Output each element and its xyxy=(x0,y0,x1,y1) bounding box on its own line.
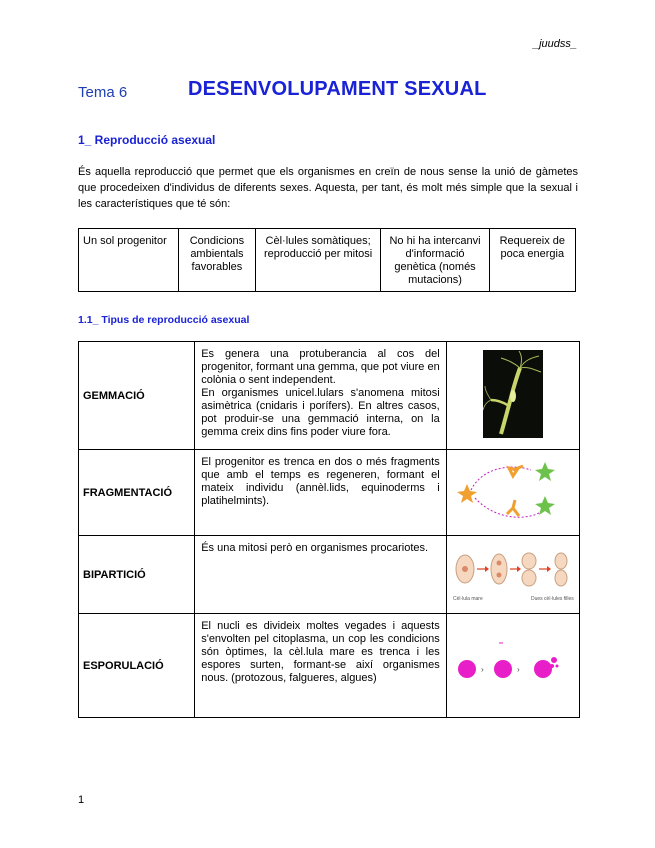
table-row xyxy=(79,614,580,718)
reproduction-types-table xyxy=(78,341,580,718)
starfish-regeneration-icon xyxy=(453,456,573,526)
table-row xyxy=(79,536,580,614)
sporulation-icon xyxy=(453,639,573,689)
type-name: FRAGMENTACIÓ xyxy=(79,450,195,536)
topic-number: Tema 6 xyxy=(78,84,128,101)
description-text: El nucli es divideix moltes vegades i aquests s'envolten pel citoplasma, un cop les condicions són òptimes, la cèl.lula mare es trenca i les espores surten, formant-se així organismes nous. (protozous, falgueres, algues) xyxy=(201,620,440,684)
features-table xyxy=(78,228,576,292)
description-text: Es genera una protuberancia al cos del progenitor, formant una gemma, que pot viure en colònia o sent independent. xyxy=(201,348,440,386)
section-heading-asexual: 1_ Reproducció asexual xyxy=(78,133,216,147)
hydra-budding-icon xyxy=(483,350,543,438)
description-text: El progenitor es trenca en dos o més fragments que amb el temps es regeneren, formant el mateix individu (annèl.lids, equinoderms i platihelmints). xyxy=(201,456,440,507)
type-description xyxy=(195,536,447,614)
svg-text:›: › xyxy=(516,665,520,674)
type-description xyxy=(195,614,447,718)
page-title: DESENVOLUPAMENT SEXUAL xyxy=(188,78,487,100)
page-number: 1 xyxy=(78,794,85,806)
type-name: BIPARTICIÓ xyxy=(79,536,195,614)
features-row xyxy=(79,229,576,292)
feature-cell: Un sol progenitor xyxy=(79,229,179,292)
description-text: És una mitosi però en organismes procariotes. xyxy=(201,542,429,554)
type-image-cell xyxy=(446,614,579,718)
binary-fission-icon xyxy=(451,543,575,603)
feature-cell: Cèl·lules somàtiques; reproducció per mitosi xyxy=(255,229,381,292)
mother-cell-label: Cèl·lula mare xyxy=(452,596,483,602)
type-description xyxy=(195,342,447,450)
description-text: En organismes unicel.lulars s'anomena mitosi asimètrica (cnidaris i porífers). En altres casos, pot produir-se una gemmació interna, on la gemma creix dins fins poder viure fora. xyxy=(201,387,440,438)
table-row xyxy=(79,342,580,450)
feature-cell: Condicions ambientals favorables xyxy=(179,229,256,292)
type-image-cell xyxy=(446,450,579,536)
feature-cell: Requereix de poca energia xyxy=(489,229,575,292)
daughter-cells-label: Dues cèl·lules filles xyxy=(530,596,574,602)
page-header-author: _juudss_ xyxy=(532,38,577,50)
type-name: ESPORULACIÓ xyxy=(79,614,195,718)
feature-cell: No hi ha intercanvi d'informació genètica (només mutacions) xyxy=(381,229,489,292)
section-heading-types: 1.1_ Tipus de reproducció asexual xyxy=(78,314,250,326)
intro-paragraph: És aquella reproducció que permet que els organismes en creïn de nous sense la unió de gàmetes que procedeixen d'individus de diferents sexes. Aquesta, per tant, és molt més simple que la sexual i les característiques que té són: xyxy=(78,166,578,210)
type-image-cell xyxy=(446,536,579,614)
type-name: GEMMACIÓ xyxy=(79,342,195,450)
type-image-cell xyxy=(446,342,579,450)
svg-text:›: › xyxy=(480,665,484,674)
table-row xyxy=(79,450,580,536)
type-description xyxy=(195,450,447,536)
